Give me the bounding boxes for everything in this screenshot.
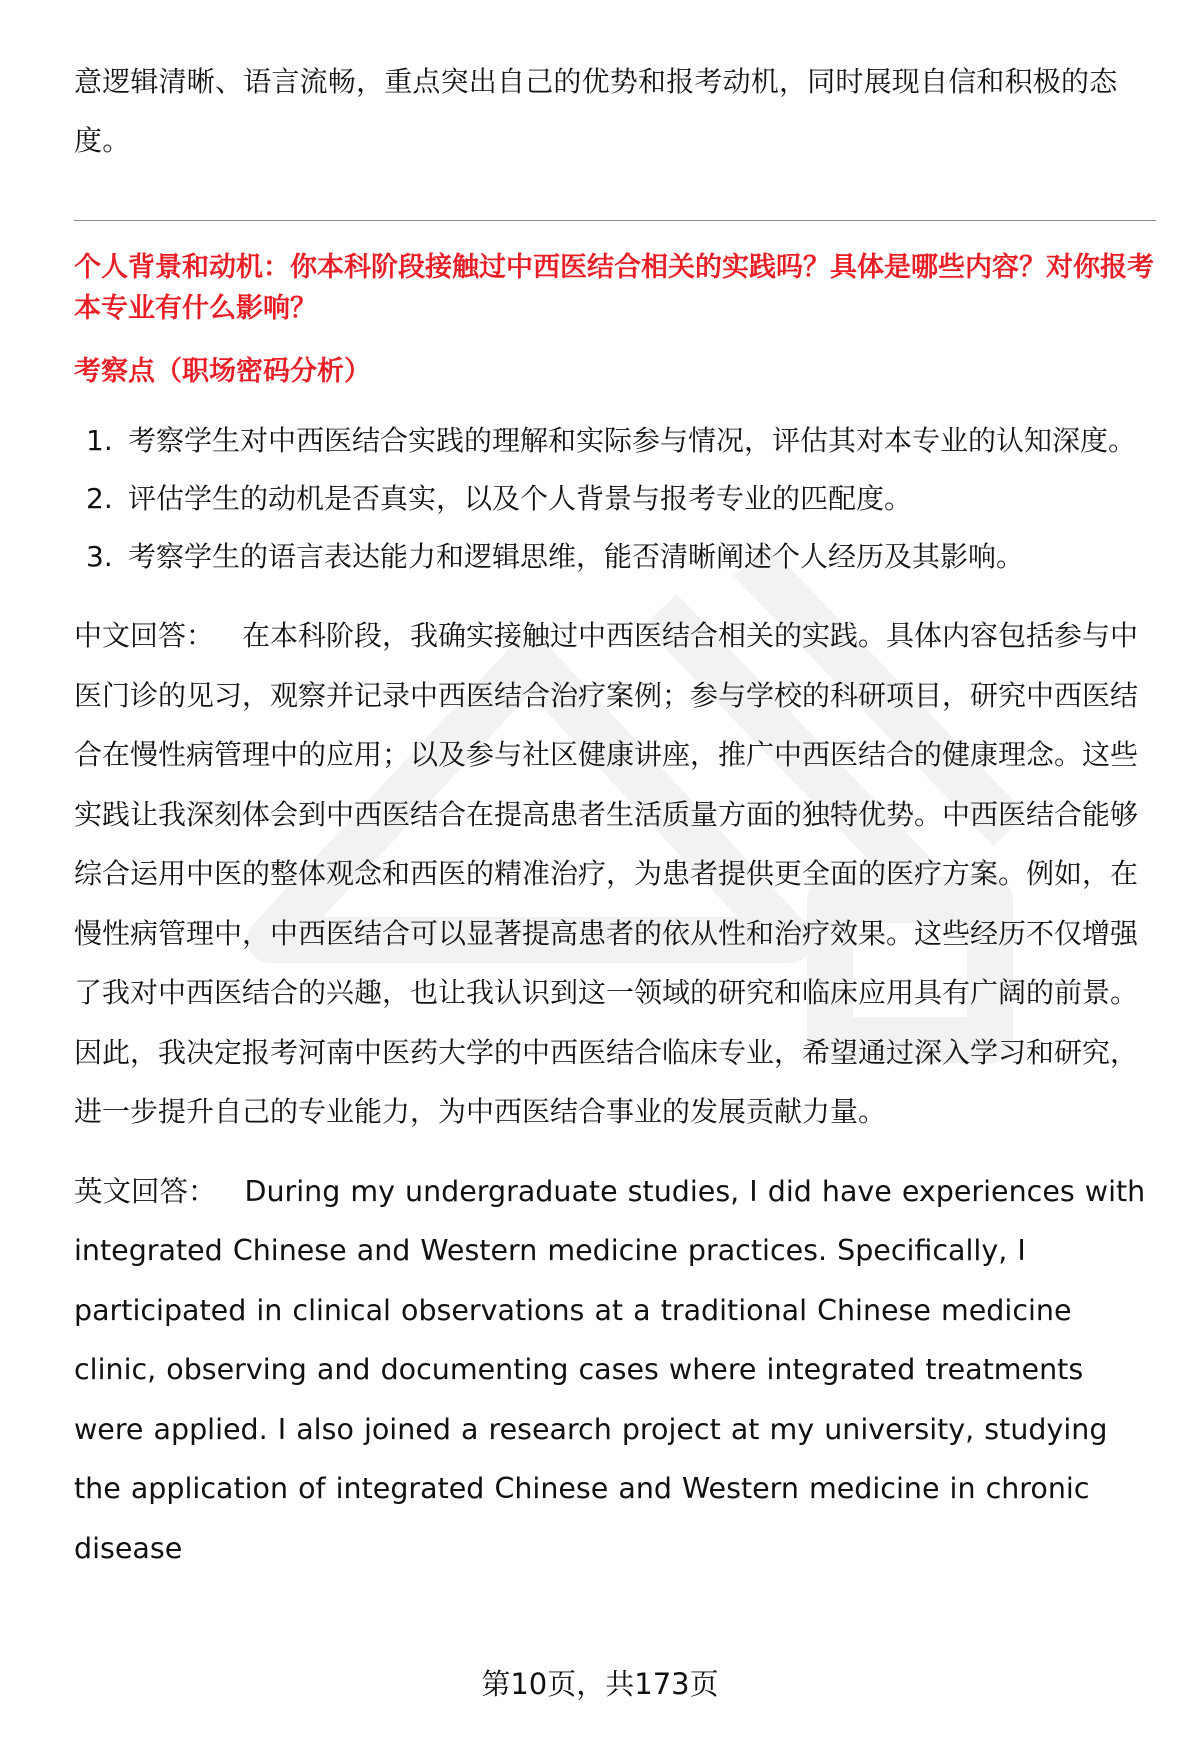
section-divider (74, 220, 1156, 221)
assessment-points-list (74, 412, 1154, 586)
list-item-text: 考察学生对中西医结合实践的理解和实际参与情况，评估其对本专业的认知深度。 (128, 424, 1137, 457)
assessment-points-title: 考察点（职场密码分析） (74, 356, 371, 387)
intro-paragraph: 意逻辑清晰、语言流畅，重点突出自己的优势和报考动机，同时展现自信和积极的态度。 (74, 65, 1118, 157)
list-item-number: 1. (86, 424, 113, 457)
english-answer-label: 英文回答： (74, 1174, 217, 1208)
list-item (74, 470, 1154, 528)
english-answer (74, 1162, 1154, 1579)
page-number-footer: 第10页，共173页 (481, 1667, 719, 1701)
list-item-number: 3. (86, 540, 113, 573)
chinese-answer (74, 606, 1154, 1142)
list-item-number: 2. (86, 482, 113, 515)
list-item-text: 考察学生的语言表达能力和逻辑思维，能否清晰阐述个人经历及其影响。 (128, 540, 1025, 573)
list-item (74, 412, 1154, 470)
list-item-text: 评估学生的动机是否真实，以及个人背景与报考专业的匹配度。 (128, 482, 913, 515)
document-page (74, 52, 1154, 1578)
chinese-answer-text: 在本科阶段，我确实接触过中西医结合相关的实践。具体内容包括参与中医门诊的见习，观察并记录中西医结合治疗案例；参与学校的科研项目，研究中西医结合在慢性病管理中的应用；以及参与社区健康讲座，推广中西医结合的健康理念。这些实践让我深刻体会到中西医结合在提高患者生活质量方面的独特优势。中西医结合能够综合运用中医的整体观念和西医的精准治疗，为患者提供更全面的医疗方案。例如，在慢性病管理中，中西医结合可以显著提高患者的依从性和治疗效果。这些经历不仅增强了我对中西医结合的兴趣，也让我认识到这一领域的研究和临床应用具有广阔的前景。因此，我决定报考河南中医药大学的中西医结合临床专业，希望通过深入学习和研究，进一步提升自己的专业能力，为中西医结合事业的发展贡献力量。 (74, 619, 1139, 1128)
english-answer-text: During my undergraduate studies, I did have experiences with integrated Chinese and Western medicine practices. Specifically, I participated in clinical observations at a traditional Chinese medicine clinic, observing and documenting cases where integrated treatments were applied. I also joined a research project at my university, studying the application of integrated Chinese and Western medicine in chronic disease (74, 1174, 1146, 1565)
list-item (74, 528, 1154, 586)
chinese-answer-label: 中文回答： (74, 619, 215, 652)
interview-question: 个人背景和动机：你本科阶段接触过中西医结合相关的实践吗？具体是哪些内容？对你报考本专业有什么影响？ (74, 252, 1154, 324)
